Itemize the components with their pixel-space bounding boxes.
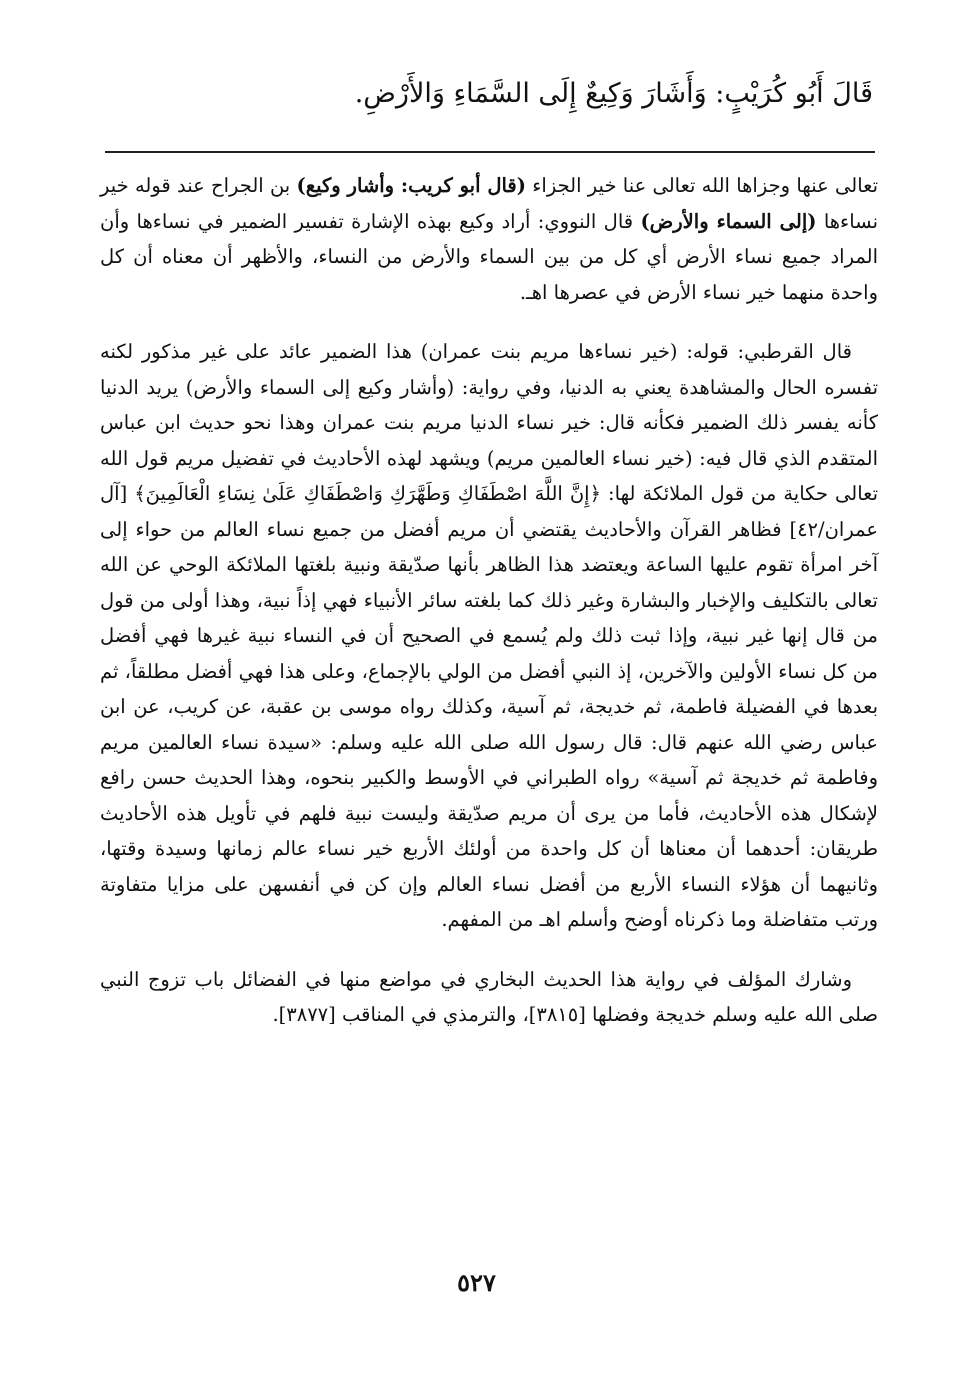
commentary-text: تعالى عنها وجزاها الله تعالى عنا خير الجزاء xyxy=(526,174,879,197)
commentary-paragraph-1 xyxy=(100,168,878,310)
commentary-paragraph-2: قال القرطبي: قوله: (خير نساءها مريم بنت عمران) هذا الضمير عائد على غير مذكور لكنه تفسره الحال والمشاهدة يعني به الدنيا، وفي رواية: (وأشار وكيع إلى السماء والأرض) يريد الدنيا كأنه يفسر ذلك الضمير فكأنه قال: خير نساء الدنيا مريم بنت عمران وهذا نحو حديث ابن عباس المتقدم الذي قال فيه: (خير نساء العالمين مريم) ويشهد لهذه الأحاديث في تفضيل مريم قول الله تعالى حكاية من قول الملائكة لها: ﴿إِنَّ اللَّهَ اصْطَفَاكِ وَطَهَّرَكِ وَاصْطَفَاكِ عَلَىٰ نِسَاءِ الْعَالَمِينَ﴾ [آل عمران/٤٢] فظاهر القرآن والأحاديث يقتضي أن مريم أفضل من جميع نساء العالم من حواء إلى آخر امرأة تقوم عليها الساعة ويعتضد هذا الظاهر بأنها صدّيقة ونبية بلغتها الملائكة الوحي عن الله تعالى بالتكليف والإخبار والبشارة وغير ذلك كما بلغته سائر الأنبياء فهي إذاً نبية، وهذا أولى من قول من قال إنها غير نبية، وإذا ثبت ذلك ولم يُسمع في الصحيح أن في النساء نبية غيرها فهي أفضل من كل نساء الأولين والآخرين، إذ النبي أفضل من الولي بالإجماع، وعلى هذا فهي أفضل مطلقاً، ثم بعدها في الفضيلة فاطمة، ثم خديجة، ثم آسية، وكذلك رواه موسى بن عقبة، عن كريب، عن ابن عباس رضي الله عنهم قال: قال رسول الله صلى الله عليه وسلم: «سيدة نساء العالمين مريم وفاطمة ثم خديجة ثم آسية» رواه الطبراني في الأوسط والكبير بنحوه، وهذا الحديث حسن رافع لإشكال هذه الأحاديث، فأما من يرى أن مريم صدّيقة وليست نبية فلهم في تأويل هذه الأحاديث طريقان: أحدهما أن معناها أن كل واحدة من أولئك الأربع خير نساء عالم زمانها وسيدة وقتها، وثانيهما أن هؤلاء النساء الأربع من أفضل نساء العالم وإن كن في أنفسهن على مزايا متفاوتة ورتب متفاضلة وما ذكرناه أوضح وأسلم اهـ من المفهم. xyxy=(100,340,878,931)
hadith-text: قَالَ أَبُو كُرَيْبٍ: وَأَشَارَ وَكِيعٌ إِلَى السَّمَاءِ وَالأَرْضِ. xyxy=(354,78,873,109)
commentary-text: قال النووي: أراد وكيع بهذه الإشارة تفسير الضمير في نساءها وأن المراد جميع نساء الأرض أي كل من بين السماء والأرض من النساء، والأظهر أن معناه أن كل واحدة منهما خير نساء الأرض في عصرها اهـ. xyxy=(100,209,878,304)
quoted-narration: (قال أبو كريب: وأشار وكيع) xyxy=(296,174,526,197)
separator-rule xyxy=(105,151,875,153)
commentary-text: بن الجراح عند قوله خير نساءها xyxy=(100,174,878,233)
commentary-paragraph-3: وشارك المؤلف في رواية هذا الحديث البخاري في مواضع منها في الفضائل باب تزوج النبي صلى الله عليه وسلم خديجة وفضلها [٣٨١٥]، والترمذي في المناقب [٣٨٧٧]. xyxy=(100,967,878,1026)
quoted-narration: (إلى السماء والأرض) xyxy=(640,209,817,233)
commentary xyxy=(100,168,878,1057)
page-number: ٥٢٧ xyxy=(457,1268,496,1297)
